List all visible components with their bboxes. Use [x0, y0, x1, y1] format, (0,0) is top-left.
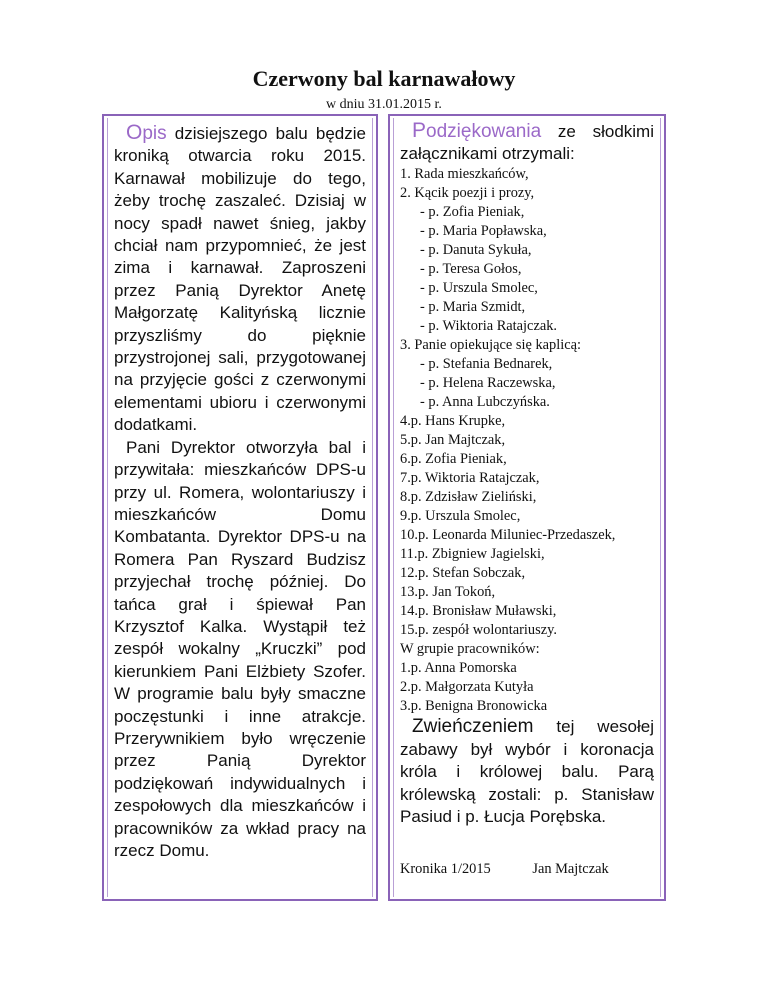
thanks-heading-rest: ze słodkimi załącznikami otrzymali:: [400, 122, 654, 163]
right-column: [388, 114, 666, 901]
closing-body: tej wesołej zabawy był wybór i koronacja króla i królowej balu. Parą królewską zostali: p. Stanisław Pasiud i p. Łucja Porębska.: [400, 717, 654, 826]
thanks-heading: [400, 120, 654, 165]
document-title: Czerwony bal karnawałowy: [252, 66, 516, 91]
list-item: 13.p. Jan Tokoń,: [400, 584, 496, 600]
list-item: 6.p. Zofia Pieniak,: [400, 451, 507, 467]
thanks-first-word-rest: odziękowania: [426, 121, 542, 142]
list-subitem: - p. Wiktoria Ratajczak.: [420, 318, 558, 334]
list-subitem: - p. Zofia Pieniak,: [420, 204, 525, 220]
list-item: 4.p. Hans Krupke,: [400, 413, 506, 429]
author-name: Jan Majtczak: [532, 861, 609, 877]
list-item: 5.p. Jan Majtczak,: [400, 432, 506, 448]
list-item: 14.p. Bronisław Muławski,: [400, 603, 557, 619]
list-item: 15.p. zespół wolontariuszy.: [400, 622, 557, 638]
list-item: 3.p. Benigna Bronowicka: [400, 698, 548, 714]
list-item: 12.p. Stefan Sobczak,: [400, 565, 526, 581]
list-subitem: - p. Anna Lubczyńska.: [420, 394, 550, 410]
list-item: 3. Panie opiekujące się kaplicą:: [400, 337, 582, 353]
closing-first-word: Zwieńczeniem: [412, 716, 534, 737]
footer: [400, 861, 654, 878]
list-item: 8.p. Zdzisław Zieliński,: [400, 489, 537, 505]
intro-body: dzisiejszego balu będzie kroniką otwarcia roku 2015. Karnawał mobilizuje do tego, żeby trochę zaszaleć. Dzisiaj w nocy spadł nawet śnieg, jakby chciał nam przypomnieć, że jest zima i karnawał. Zaproszeni przez Panią Dyrektor Anetę Małgorzatę Kalityńską licznie przyszliśmy do pięknie przystrojonej sali, przygotowanej na przyjęcie gości z czerwonymi elementami ubioru i czerwonymi dodatkami.: [114, 124, 366, 435]
list-subitem: - p. Helena Raczewska,: [420, 375, 556, 391]
list-subitem: - p. Teresa Gołos,: [420, 261, 522, 277]
chronicle-number: Kronika 1/2015: [400, 861, 491, 877]
list-item: 1. Rada mieszkańców,: [400, 166, 529, 182]
list-subitem: - p. Maria Popławska,: [420, 223, 547, 239]
list-item: 2.p. Małgorzata Kutyła: [400, 679, 534, 695]
list-item: 1.p. Anna Pomorska: [400, 660, 517, 676]
list-item: 10.p. Leonarda Miluniec-Przedaszek,: [400, 527, 616, 543]
list-subitem: - p. Urszula Smolec,: [420, 280, 538, 296]
document-date: w dniu 31.01.2015 r.: [326, 97, 442, 112]
left-column: [102, 114, 378, 901]
closing-paragraph: [400, 716, 654, 829]
list-item: 2. Kącik poezji i prozy,: [400, 185, 535, 201]
list-item: W grupie pracowników:: [400, 641, 540, 657]
ball-description-paragraph: Pani Dyrektor otworzyła bal i przywitała: mieszkańców DPS-u przy ul. Romera, wolontariuszy i mieszkańców Domu Kombatanta. Dyrektor DPS-u na Romera Pan Ryszard Budzisz przyjechał trochę później. Do tańca grał i śpiewał Pan Krzysztof Kalka. Wystąpił też zespół wokalny „Kruczki” pod kierunkiem Pani Elżbiety Szofer. W programie balu były smaczne poczęstunki i inne atrakcje. Przerywnikiem było wręczenie przez Panią Dyrektor podziękowań indywidualnych i zespołowych dla mieszkańców i pracowników za wkład pracy na rzecz Domu.: [114, 437, 366, 860]
intro-paragraph: [114, 122, 366, 437]
intro-initial: O: [126, 121, 143, 144]
list-item: 9.p. Urszula Smolec,: [400, 508, 521, 524]
list-subitem: - p. Stefania Bednarek,: [420, 356, 553, 372]
thanks-initial: P: [412, 119, 427, 142]
intro-first-word-rest: pis: [142, 123, 167, 144]
list-subitem: - p. Maria Szmidt,: [420, 299, 526, 315]
list-subitem: - p. Danuta Sykuła,: [420, 242, 532, 258]
recipients-list: [400, 165, 654, 716]
list-item: 7.p. Wiktoria Ratajczak,: [400, 470, 540, 486]
list-item: 11.p. Zbigniew Jagielski,: [400, 546, 545, 562]
